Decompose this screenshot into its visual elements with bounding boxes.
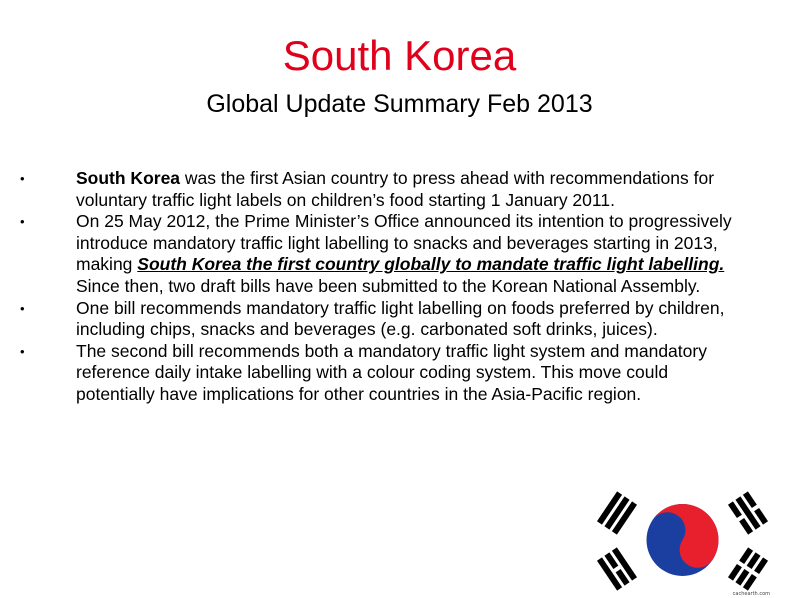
bullet-item xyxy=(20,298,750,341)
bullet-text: On 25 May 2012, the Prime Minister’s Office announced its intention to progressively introduce mandatory traffic light labelling to snacks and beverages starting in 2013, making xyxy=(76,211,732,275)
bullet-bold-text: South Korea xyxy=(76,168,181,188)
slide-title: South Korea xyxy=(282,32,517,79)
bullet-text-after: Since then, two draft bills have been submitted to the Korean National Assembly. xyxy=(76,275,701,296)
bullet-text: One bill recommends mandatory traffic light labelling on foods preferred by children, including chips, snacks and beverages (e.g. carbonated soft drinks, juices). xyxy=(76,297,725,340)
bullet-list xyxy=(20,168,750,406)
bullet-item xyxy=(20,341,750,406)
slide-subtitle: Global Update Summary Feb 2013 xyxy=(206,90,593,118)
bullet-item xyxy=(20,168,750,211)
south-korea-flag-image xyxy=(585,486,780,594)
bullet-item xyxy=(20,211,750,297)
bullet-marker: • xyxy=(20,214,25,230)
bullet-text: The second bill recommends both a mandatory traffic light system and mandatory reference daily intake labelling with a colour coding system. This move could potentially have implications for other countries in the Asia-Pacific region. xyxy=(76,340,707,404)
bullet-marker: • xyxy=(20,171,25,186)
bullet-marker: • xyxy=(20,300,25,316)
bullet-text: was the first Asian country to press ahead with recommendations for voluntary traffic light labels on children’s food starting 1 January 2011. xyxy=(76,168,715,210)
bullet-emphasis-text: South Korea the first country globally to mandate traffic light labelling. xyxy=(137,254,725,275)
flag-credit: cachearth.com xyxy=(732,591,770,597)
bullet-marker: • xyxy=(20,343,25,359)
